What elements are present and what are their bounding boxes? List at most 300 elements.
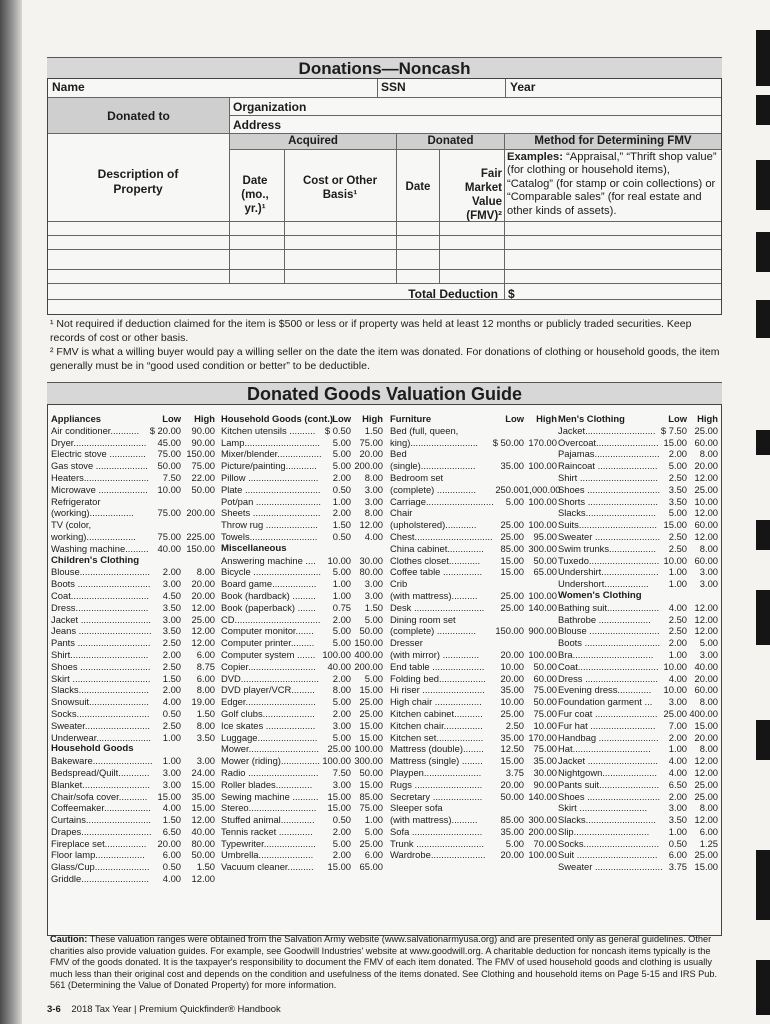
item-high: 20.00 bbox=[359, 448, 383, 460]
item-label: Slip............................. bbox=[558, 825, 650, 837]
item-low: 5.00 bbox=[332, 625, 351, 637]
item-high: 50.00 bbox=[533, 696, 557, 708]
item-high: 30.00 bbox=[533, 766, 557, 778]
guide-item-row bbox=[390, 566, 558, 578]
item-label: DVD player/VCR......... bbox=[221, 684, 315, 696]
guide-item-row bbox=[390, 519, 558, 531]
guide-item-row bbox=[558, 861, 719, 873]
item-label: Slacks........................... bbox=[558, 507, 656, 519]
guide-item-row bbox=[51, 507, 216, 519]
index-tab-mark bbox=[756, 30, 770, 86]
item-low: 85.00 bbox=[500, 814, 524, 826]
item-low: 100.00 bbox=[322, 755, 351, 767]
item-label: Secretary ................... bbox=[390, 790, 483, 802]
guide-item-row bbox=[221, 555, 384, 567]
guide-item-row bbox=[221, 437, 384, 449]
guide-item-row bbox=[221, 791, 384, 803]
guide-item-row bbox=[221, 720, 384, 732]
item-low: 2.50 bbox=[668, 530, 687, 542]
item-label: (with mattress).......... bbox=[390, 589, 478, 601]
index-tab-mark bbox=[756, 232, 770, 272]
guide-item-row bbox=[390, 826, 558, 838]
item-label: Bathrobe .................... bbox=[558, 613, 651, 625]
guide-item-row bbox=[558, 637, 719, 649]
item-label: Shorts ........................... bbox=[558, 495, 659, 507]
guide-item-row bbox=[221, 425, 384, 437]
guide-section-heading bbox=[51, 555, 216, 567]
item-low: 1.00 bbox=[162, 731, 181, 743]
item-high: 25.00 bbox=[694, 778, 718, 790]
item-high: 150.00 bbox=[354, 637, 383, 649]
item-high: 3.00 bbox=[699, 578, 718, 590]
item-low: 1.00 bbox=[332, 495, 351, 507]
item-label: Pillow ........................... bbox=[221, 471, 319, 483]
item-high: 100.00 bbox=[528, 648, 557, 660]
guide-item-row bbox=[51, 649, 216, 661]
guide-item-row bbox=[390, 507, 558, 519]
guide-item-row bbox=[558, 437, 719, 449]
item-label: Hat.............................. bbox=[558, 743, 651, 755]
item-low: 7.50 bbox=[162, 471, 181, 483]
item-label: Slacks........................... bbox=[558, 814, 656, 826]
item-low: 0.75 bbox=[332, 601, 351, 613]
item-label: Pants ............................ bbox=[51, 637, 151, 649]
item-low: 150.00 bbox=[495, 625, 524, 637]
item-label: Coat.............................. bbox=[51, 589, 149, 601]
guide-item-row bbox=[51, 696, 216, 708]
item-low: 8.00 bbox=[332, 684, 351, 696]
guide-item-row bbox=[390, 849, 558, 861]
item-label: Sweater ......................... bbox=[558, 530, 661, 542]
guide-item-row bbox=[558, 484, 719, 496]
donated-to-label: Donated to bbox=[107, 109, 170, 123]
item-label: Desk ........................... bbox=[390, 601, 485, 613]
guide-title-band bbox=[47, 382, 722, 406]
guide-item-row bbox=[558, 743, 719, 755]
item-high: 300.00 bbox=[528, 542, 557, 554]
total-deduction-label: Total Deduction bbox=[408, 287, 498, 301]
item-label: Jeans ............................ bbox=[51, 625, 152, 637]
item-high: 400.00 bbox=[689, 707, 718, 719]
guide-item-row bbox=[390, 448, 558, 460]
date-acquired-header: Date (mo., yr.)¹ bbox=[241, 175, 269, 215]
donated-header: Donated bbox=[427, 135, 474, 147]
guide-item-row bbox=[390, 767, 558, 779]
item-high: 25.00 bbox=[694, 424, 718, 436]
guide-item-row bbox=[390, 543, 558, 555]
item-low: 10.00 bbox=[663, 554, 687, 566]
guide-item-row bbox=[390, 720, 558, 732]
item-high: 60.00 bbox=[694, 436, 718, 448]
guide-column-header bbox=[51, 413, 216, 425]
item-low bbox=[145, 519, 181, 531]
guide-item-row bbox=[558, 625, 719, 637]
item-low: 4.00 bbox=[162, 802, 181, 814]
guide-item-row bbox=[390, 555, 558, 567]
index-tab-mark bbox=[756, 520, 770, 550]
scan-edge-shadow bbox=[0, 0, 22, 1024]
item-low: 2.50 bbox=[162, 660, 181, 672]
name-field[interactable]: Name bbox=[52, 80, 85, 94]
guide-item-row bbox=[51, 543, 216, 555]
item-label: Computer monitor....... bbox=[221, 625, 314, 637]
item-label: Edger........................... bbox=[221, 696, 316, 708]
guide-item-row bbox=[51, 755, 216, 767]
guide-item-row bbox=[51, 590, 216, 602]
guide-item-row bbox=[221, 861, 384, 873]
item-high bbox=[524, 448, 557, 460]
item-high: 75.00 bbox=[359, 436, 383, 448]
item-low: 3.50 bbox=[162, 625, 181, 637]
item-label: Gas stove .................... bbox=[51, 460, 148, 472]
guide-item-row bbox=[221, 779, 384, 791]
item-label: Shoes ........................... bbox=[51, 660, 151, 672]
item-low: $ 20.00 bbox=[149, 424, 181, 436]
item-low: 1.00 bbox=[668, 566, 687, 578]
item-high: 1.50 bbox=[196, 861, 215, 873]
guide-item-row bbox=[51, 625, 216, 637]
item-high: 60.00 bbox=[694, 554, 718, 566]
item-high: 12.00 bbox=[191, 601, 215, 613]
item-low: 25.00 bbox=[500, 707, 524, 719]
item-low: 2.50 bbox=[668, 613, 687, 625]
item-label: Golf clubs.................... bbox=[221, 707, 315, 719]
item-label: Sweater......................... bbox=[51, 719, 150, 731]
guide-item-row bbox=[390, 661, 558, 673]
item-low: 20.00 bbox=[500, 672, 524, 684]
item-high: 5.00 bbox=[364, 613, 383, 625]
item-low: 20.00 bbox=[500, 778, 524, 790]
item-label: Socks............................ bbox=[51, 707, 150, 719]
item-label: Heaters......................... bbox=[51, 471, 149, 483]
item-high: 12.00 bbox=[359, 519, 383, 531]
guide-column bbox=[558, 413, 719, 873]
item-low: 3.00 bbox=[162, 578, 181, 590]
ssn-field[interactable]: SSN bbox=[381, 80, 406, 94]
guide-item-row bbox=[390, 732, 558, 744]
item-high: 50.00 bbox=[533, 554, 557, 566]
item-label: king).......................... bbox=[390, 436, 479, 448]
guide-item-row bbox=[390, 531, 558, 543]
item-label: (upholstered)............ bbox=[390, 519, 477, 531]
item-label: Sewing machine .......... bbox=[221, 790, 319, 802]
item-low: 3.00 bbox=[332, 719, 351, 731]
item-low: 5.00 bbox=[332, 696, 351, 708]
item-label: Mattress (double)........ bbox=[390, 743, 484, 755]
guide-item-row bbox=[390, 838, 558, 850]
item-low: 1.00 bbox=[668, 578, 687, 590]
section-label: Children's Clothing bbox=[51, 554, 140, 566]
item-high: 12.00 bbox=[694, 625, 718, 637]
guide-item-row bbox=[558, 720, 719, 732]
guide-item-row bbox=[558, 425, 719, 437]
item-low: 25.00 bbox=[500, 530, 524, 542]
item-high: 60.00 bbox=[533, 672, 557, 684]
item-label: Suit ............................... bbox=[558, 849, 658, 861]
item-label: Carriage.......................... bbox=[390, 495, 494, 507]
item-high: 22.00 bbox=[191, 471, 215, 483]
item-high: 12.00 bbox=[694, 471, 718, 483]
item-low bbox=[145, 496, 181, 508]
section-label: Women's Clothing bbox=[558, 589, 642, 601]
item-low: 3.50 bbox=[668, 814, 687, 826]
guide-item-row bbox=[390, 637, 558, 649]
item-high: 100.00 bbox=[528, 519, 557, 531]
item-low: 75.00 bbox=[157, 507, 181, 519]
item-label: Kitchen chair............... bbox=[390, 719, 483, 731]
guide-item-row bbox=[558, 614, 719, 626]
index-tab-mark bbox=[756, 960, 770, 1015]
item-label: Refrigerator bbox=[51, 495, 101, 507]
guide-item-row bbox=[221, 661, 384, 673]
item-low: 4.00 bbox=[668, 672, 687, 684]
guide-item-row bbox=[558, 696, 719, 708]
item-high bbox=[524, 637, 557, 649]
item-low: 20.00 bbox=[500, 648, 524, 660]
item-low: 4.00 bbox=[162, 873, 181, 885]
item-high: 90.00 bbox=[191, 436, 215, 448]
item-label: (with mattress).......... bbox=[390, 814, 478, 826]
item-low: 1.00 bbox=[668, 648, 687, 660]
item-high: 140.00 bbox=[528, 601, 557, 613]
item-label: Sofa ........................... bbox=[390, 825, 483, 837]
item-label: Computer system ....... bbox=[221, 648, 316, 660]
guide-item-row bbox=[221, 566, 384, 578]
guide-item-row bbox=[51, 732, 216, 744]
item-low: 2.50 bbox=[505, 719, 524, 731]
year-field[interactable]: Year bbox=[510, 80, 536, 94]
item-low: 25.00 bbox=[327, 743, 351, 755]
organization-field[interactable]: Organization bbox=[233, 100, 307, 114]
header-label: Furniture bbox=[390, 413, 432, 424]
guide-title: Donated Goods Valuation Guide bbox=[246, 383, 523, 404]
item-label: Air conditioner........... bbox=[51, 424, 140, 436]
item-low: 15.00 bbox=[500, 566, 524, 578]
item-label: Chair bbox=[390, 507, 413, 519]
header-low: Low bbox=[505, 413, 524, 424]
guide-item-row bbox=[51, 814, 216, 826]
item-high: 70.00 bbox=[533, 837, 557, 849]
item-high: 3.00 bbox=[364, 483, 383, 495]
entry-row-line bbox=[48, 235, 721, 236]
guide-item-row bbox=[51, 496, 216, 508]
item-label: Dresser bbox=[390, 637, 423, 649]
item-label: Trunk .......................... bbox=[390, 837, 484, 849]
guide-item-row bbox=[558, 555, 719, 567]
item-label: Towels.......................... bbox=[221, 530, 318, 542]
item-low: 10.00 bbox=[500, 660, 524, 672]
item-low: 0.50 bbox=[332, 530, 351, 542]
item-label: Wardrobe..................... bbox=[390, 849, 486, 861]
item-low: 15.00 bbox=[500, 554, 524, 566]
item-label: Chair/sofa cover........... bbox=[51, 790, 148, 802]
item-low: 0.50 bbox=[668, 837, 687, 849]
guide-item-row bbox=[221, 590, 384, 602]
item-low: 75.00 bbox=[157, 530, 181, 542]
item-high: 12.00 bbox=[694, 613, 718, 625]
item-high: 1,000.00 bbox=[524, 483, 561, 495]
item-low: 0.50 bbox=[332, 814, 351, 826]
guide-column bbox=[221, 413, 384, 873]
guide-item-row bbox=[390, 708, 558, 720]
item-label: Jacket ........................... bbox=[558, 755, 659, 767]
item-high: 150.00 bbox=[186, 542, 215, 554]
item-high: 65.00 bbox=[359, 861, 383, 873]
item-label: Fur coat ........................ bbox=[558, 707, 658, 719]
item-high: 95.00 bbox=[533, 530, 557, 542]
item-label: Kitchen set.................. bbox=[390, 731, 484, 743]
item-high: 75.00 bbox=[533, 707, 557, 719]
guide-item-row bbox=[221, 755, 384, 767]
item-high: 200.00 bbox=[186, 507, 215, 519]
item-low bbox=[490, 637, 524, 649]
item-high: 8.00 bbox=[699, 743, 718, 755]
item-low: 45.00 bbox=[157, 436, 181, 448]
guide-column bbox=[390, 413, 561, 861]
guide-item-row bbox=[221, 531, 384, 543]
guide-item-row bbox=[390, 743, 558, 755]
guide-section-heading bbox=[51, 743, 216, 755]
item-low bbox=[490, 425, 524, 437]
guide-item-row bbox=[390, 602, 558, 614]
item-high: 12.00 bbox=[694, 530, 718, 542]
header-low: Low bbox=[332, 413, 351, 424]
item-label: Book (paperback) ....... bbox=[221, 601, 316, 613]
item-label: High chair .................. bbox=[390, 696, 482, 708]
guide-item-row bbox=[221, 767, 384, 779]
index-tab-mark bbox=[756, 850, 770, 920]
guide-item-row bbox=[51, 484, 216, 496]
guide-item-row bbox=[558, 791, 719, 803]
item-low: $ 50.00 bbox=[492, 436, 524, 448]
guide-item-row bbox=[558, 496, 719, 508]
guide-item-row bbox=[221, 673, 384, 685]
cost-basis-header: Cost or Other Basis¹ bbox=[302, 175, 378, 201]
item-high: 80.00 bbox=[191, 837, 215, 849]
guide-item-row bbox=[221, 625, 384, 637]
index-tab-mark bbox=[756, 160, 770, 210]
item-high: 8.00 bbox=[699, 696, 718, 708]
header-high: High bbox=[697, 413, 718, 424]
item-high: 10.00 bbox=[533, 719, 557, 731]
guide-item-row bbox=[221, 743, 384, 755]
item-low: 15.00 bbox=[157, 790, 181, 802]
item-low: 3.00 bbox=[668, 696, 687, 708]
item-low: 2.00 bbox=[332, 707, 351, 719]
guide-item-row bbox=[390, 684, 558, 696]
item-high: 40.00 bbox=[191, 825, 215, 837]
total-deduction-field[interactable]: $ bbox=[508, 287, 515, 301]
guide-item-row bbox=[221, 519, 384, 531]
item-high: 20.00 bbox=[694, 460, 718, 472]
item-label: Hi riser ........................ bbox=[390, 684, 485, 696]
item-low: 15.00 bbox=[500, 755, 524, 767]
item-label: Drapes........................... bbox=[51, 825, 152, 837]
item-high: 8.75 bbox=[196, 660, 215, 672]
item-low: 4.00 bbox=[668, 755, 687, 767]
guide-item-row bbox=[221, 732, 384, 744]
guide-item-row bbox=[558, 472, 719, 484]
guide-item-row bbox=[221, 802, 384, 814]
item-high: 5.00 bbox=[364, 672, 383, 684]
address-field[interactable]: Address bbox=[233, 118, 282, 132]
guide-item-row bbox=[558, 507, 719, 519]
item-label: Underwear..................... bbox=[51, 731, 152, 743]
item-high: 60.00 bbox=[694, 684, 718, 696]
item-low: 1.00 bbox=[668, 825, 687, 837]
item-label: (working)................. bbox=[51, 507, 134, 519]
item-high: 3.00 bbox=[699, 648, 718, 660]
item-high: 12.00 bbox=[191, 814, 215, 826]
guide-item-row bbox=[51, 873, 216, 885]
item-label: (complete) ............... bbox=[390, 625, 476, 637]
item-label: Luggage....................... bbox=[221, 731, 318, 743]
item-low: 1.50 bbox=[332, 519, 351, 531]
item-low: 5.00 bbox=[668, 460, 687, 472]
item-high: 5.00 bbox=[699, 637, 718, 649]
item-low: 5.00 bbox=[332, 637, 351, 649]
item-label: Stereo.......................... bbox=[221, 802, 317, 814]
item-high: 50.00 bbox=[359, 625, 383, 637]
item-high: 4.00 bbox=[364, 530, 383, 542]
guide-item-row bbox=[51, 602, 216, 614]
header-high: High bbox=[536, 413, 557, 424]
item-high: 50.00 bbox=[359, 766, 383, 778]
item-high: 50.00 bbox=[533, 660, 557, 672]
guide-item-row bbox=[558, 566, 719, 578]
guide-item-row bbox=[390, 496, 558, 508]
item-label: Coat............................... bbox=[558, 660, 659, 672]
donations-form bbox=[47, 78, 722, 315]
item-low: 2.00 bbox=[162, 648, 181, 660]
item-label: Shoes ............................ bbox=[558, 790, 661, 802]
item-label: (with mirror) .............. bbox=[390, 648, 480, 660]
item-high: 15.00 bbox=[359, 719, 383, 731]
item-high: 15.00 bbox=[191, 802, 215, 814]
method-header: Method for Determining FMV bbox=[534, 135, 692, 147]
item-label: Raincoat ....................... bbox=[558, 460, 658, 472]
item-label: Griddle.......................... bbox=[51, 873, 149, 885]
item-label: Socks............................. bbox=[558, 837, 660, 849]
guide-item-row bbox=[221, 507, 384, 519]
guide-item-row bbox=[51, 838, 216, 850]
item-label: Answering machine .... bbox=[221, 554, 316, 566]
item-label: End table .................... bbox=[390, 660, 485, 672]
item-low: 6.50 bbox=[162, 825, 181, 837]
item-label: Sheets .......................... bbox=[221, 507, 321, 519]
item-high: 6.00 bbox=[364, 849, 383, 861]
item-high: 25.00 bbox=[694, 790, 718, 802]
guide-item-row bbox=[51, 566, 216, 578]
item-low: 40.00 bbox=[157, 542, 181, 554]
item-high: 15.00 bbox=[359, 731, 383, 743]
item-low: 3.00 bbox=[162, 613, 181, 625]
item-high: 1.50 bbox=[196, 707, 215, 719]
item-high bbox=[524, 425, 557, 437]
guide-item-row bbox=[221, 614, 384, 626]
item-high: 12.00 bbox=[191, 637, 215, 649]
item-high bbox=[524, 578, 557, 590]
item-high: 100.00 bbox=[528, 849, 557, 861]
item-high: 3.50 bbox=[196, 731, 215, 743]
footnote-1: ¹ Not required if deduction claimed for the item is $500 or less or if property was held at least 12 months or publicly traded securities. Keep records of cost or other basis. bbox=[50, 318, 692, 344]
item-label: Radio ........................... bbox=[221, 766, 319, 778]
item-label: Pants suit....................... bbox=[558, 778, 660, 790]
item-low: $ 0.50 bbox=[324, 424, 351, 436]
guide-item-row bbox=[221, 496, 384, 508]
item-label: China cabinet.............. bbox=[390, 542, 484, 554]
item-label: Clothes closet............ bbox=[390, 554, 481, 566]
